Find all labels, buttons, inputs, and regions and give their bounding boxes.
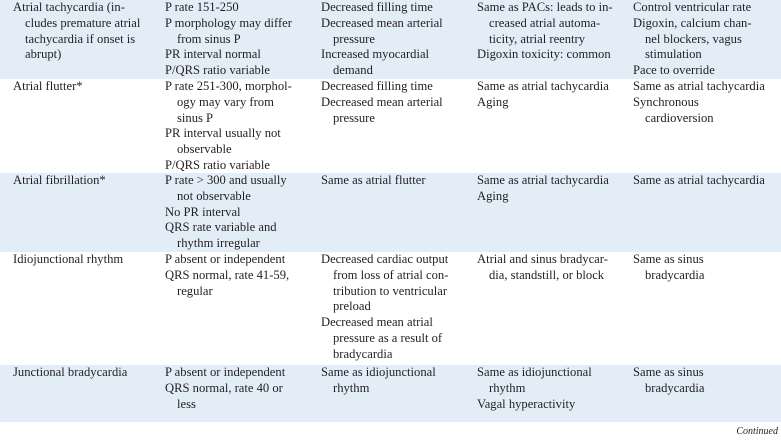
cell-text-line: Junctional bradycardia [13, 365, 128, 379]
cell-text-line: QRS normal, rate 40 or [165, 380, 283, 395]
rhythm-name-cell [13, 0, 158, 63]
cell-text-line: bradycardia [645, 380, 705, 395]
hemodynamic-effects-cell [321, 79, 471, 126]
cell-text-line: abrupt) [25, 47, 62, 62]
cell-text-line: preload [333, 299, 371, 314]
cell-text-line: regular [177, 283, 213, 298]
hemodynamic-effects-cell [321, 173, 471, 189]
treatment-cell [633, 0, 779, 79]
cell-text-line: Same as atrial flutter [321, 173, 426, 187]
cell-text-line: Same as sinus [633, 365, 704, 379]
cell-text-line: from loss of atrial con- [333, 267, 449, 282]
cell-text-line: Same as idiojunctional [321, 365, 436, 379]
cell-text-line: observable [177, 142, 232, 157]
cell-text-line: Same as atrial tachycardia [633, 173, 765, 187]
cell-text-line: P absent or independent [165, 365, 286, 379]
hemodynamic-effects-cell [321, 0, 471, 79]
rhythm-name-cell [13, 365, 158, 381]
cell-text-line: P rate > 300 and usually [165, 173, 287, 187]
cell-text-line: Decreased filling time [321, 79, 433, 93]
cell-text-line: pressure as a result of [333, 330, 443, 345]
cell-text-line: pressure [333, 110, 375, 125]
causes-cell [477, 365, 627, 412]
ecg-criteria-cell [165, 0, 315, 79]
cell-text-line: P/QRS ratio variable [165, 63, 270, 78]
cell-text-line: Pace to override [633, 63, 715, 78]
cell-text-line: PR interval usually not [165, 126, 281, 141]
treatment-cell [633, 79, 779, 126]
treatment-cell [633, 365, 779, 397]
cell-text-line: Same as atrial tachycardia [477, 79, 609, 93]
cell-text-line: not observable [177, 188, 251, 203]
table-row-atrial-tachycardia [0, 0, 781, 79]
causes-cell [477, 0, 627, 63]
cell-text-line: Digoxin toxicity: common [477, 47, 611, 62]
cell-text-line: ogy may vary from [177, 94, 274, 109]
cell-text-line: tribution to ventricular [333, 283, 448, 298]
cell-text-line: P rate 151-250 [165, 0, 239, 14]
cell-text-line: bradycardia [333, 346, 393, 361]
cell-text-line: Atrial flutter* [13, 79, 83, 93]
cell-text-line: nel blockers, vagus [645, 31, 742, 46]
ecg-criteria-cell [165, 173, 315, 252]
ecg-criteria-cell [165, 79, 315, 174]
cell-text-line: P/QRS ratio variable [165, 157, 270, 172]
cell-text-line: pressure [333, 31, 375, 46]
cell-text-line: Same as atrial tachycardia [477, 173, 609, 187]
cell-text-line: Atrial tachycardia (in- [13, 0, 125, 14]
cell-text-line: Decreased cardiac output [321, 252, 449, 266]
rhythm-name-cell [13, 173, 158, 189]
rhythm-name-cell [13, 252, 158, 268]
cell-text-line: rhythm [489, 380, 526, 395]
table-row-atrial-fibrillation [0, 173, 781, 252]
cell-text-line: demand [333, 63, 373, 78]
cell-text-line: Same as idiojunctional [477, 365, 592, 379]
cell-text-line: Aging [477, 94, 509, 109]
cell-text-line: QRS normal, rate 41-59, [165, 267, 290, 282]
cell-text-line: Decreased mean arterial [321, 94, 443, 109]
cell-text-line: tachycardia if onset is [25, 31, 136, 46]
cell-text-line: Decreased filling time [321, 0, 433, 14]
hemodynamic-effects-cell [321, 365, 471, 397]
cell-text-line: cardioversion [645, 110, 714, 125]
cell-text-line: Same as sinus [633, 252, 704, 266]
continued-note: Continued [736, 426, 778, 437]
cell-text-line: Vagal hyperactivity [477, 396, 576, 411]
cell-text-line: QRS rate variable and [165, 220, 277, 235]
cell-text-line: from sinus P [177, 31, 241, 46]
table-row-atrial-flutter [0, 79, 781, 173]
causes-cell [477, 252, 627, 284]
cell-text-line: creased atrial automa- [489, 15, 601, 30]
cell-text-line: rhythm [333, 380, 370, 395]
cell-text-line: bradycardia [645, 267, 705, 282]
ecg-criteria-cell [165, 365, 315, 412]
treatment-cell [633, 173, 779, 189]
causes-cell [477, 173, 627, 205]
cell-text-line: Same as PACs: leads to in- [477, 0, 613, 14]
causes-cell [477, 79, 627, 111]
cell-text-line: Control ventricular rate [633, 0, 752, 14]
cell-text-line: Aging [477, 188, 509, 203]
cell-text-line: P morphology may differ [165, 15, 292, 30]
cell-text-line: stimulation [645, 47, 702, 62]
rhythm-name-cell [13, 79, 158, 95]
cell-text-line: P rate 251-300, morphol- [165, 79, 292, 93]
table-row-junctional-bradycardia [0, 365, 781, 422]
cell-text-line: No PR interval [165, 204, 241, 219]
table-row-idiojunctional-rhythm [0, 252, 781, 365]
cell-text-line: Increased myocardial [321, 47, 430, 62]
cell-text-line: PR interval normal [165, 47, 261, 62]
cell-text-line: Digoxin, calcium chan- [633, 15, 752, 30]
cell-text-line: less [177, 396, 196, 411]
cell-text-line: Same as atrial tachycardia [633, 79, 765, 93]
cell-text-line: Decreased mean arterial [321, 15, 443, 30]
cell-text-line: Decreased mean atrial [321, 315, 433, 330]
treatment-cell [633, 252, 779, 284]
cell-text-line: rhythm irregular [177, 236, 260, 251]
cell-text-line: Idiojunctional rhythm [13, 252, 124, 266]
ecg-criteria-cell [165, 252, 315, 299]
cell-text-line: cludes premature atrial [25, 15, 141, 30]
cell-text-line: dia, standstill, or block [489, 267, 605, 282]
cell-text-line: ticity, atrial reentry [489, 31, 586, 46]
cell-text-line: sinus P [177, 110, 214, 125]
cell-text-line: Atrial and sinus bradycar- [477, 252, 608, 266]
hemodynamic-effects-cell [321, 252, 471, 363]
cell-text-line: Synchronous [633, 94, 699, 109]
cell-text-line: Atrial fibrillation* [13, 173, 106, 187]
cell-text-line: P absent or independent [165, 252, 286, 266]
